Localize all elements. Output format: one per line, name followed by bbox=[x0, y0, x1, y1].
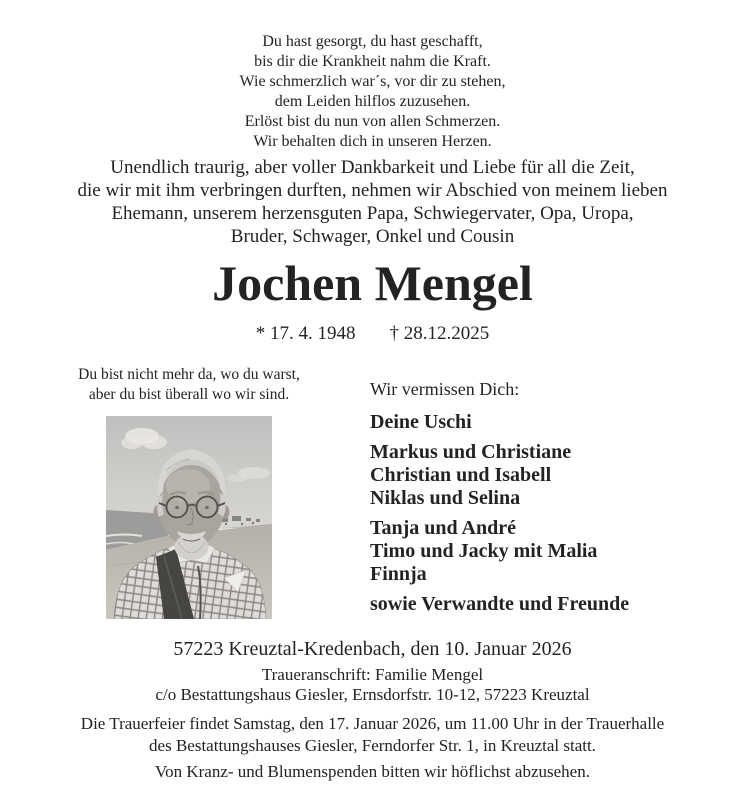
quote-line: Du bist nicht mehr da, wo du warst, bbox=[78, 366, 300, 383]
funeral-service-info bbox=[0, 713, 745, 756]
mourner-name: Markus und Christiane bbox=[370, 441, 572, 463]
service-line: Die Trauerfeier findet Samstag, den 17. Januar 2026, um 11.00 Uhr in der Trauerhalle bbox=[80, 714, 665, 733]
poem-line: dem Leiden hilflos zuzusehen. bbox=[274, 93, 471, 110]
mourner-name: Deine Uschi bbox=[370, 411, 472, 433]
mourner-group bbox=[370, 593, 629, 616]
memorial-photo bbox=[106, 416, 272, 619]
mourners-heading: Wir vermissen Dich: bbox=[370, 379, 520, 399]
footer-section bbox=[0, 638, 745, 782]
mourning-address bbox=[0, 665, 745, 705]
remembrance-quote bbox=[74, 365, 304, 404]
quote-line: aber du bist überall wo wir sind. bbox=[88, 385, 290, 403]
mourner-group bbox=[370, 441, 629, 510]
mourner-group bbox=[370, 411, 629, 434]
memorial-photo-image bbox=[106, 416, 272, 619]
photo-cloud bbox=[121, 437, 143, 449]
address-line: Traueranschrift: Familie Mengel bbox=[261, 665, 484, 684]
service-line: des Bestattungshauses Giesler, Ferndorfer Str. 1, in Kreuztal statt. bbox=[149, 735, 596, 755]
address-line: c/o Bestattungshaus Giesler, Ernsdorfstr. 10-12, 57223 Kreuztal bbox=[155, 685, 590, 704]
mourner-name: Timo und Jacky mit Malia bbox=[370, 540, 598, 562]
photo-column bbox=[74, 365, 304, 619]
photo-cloud bbox=[141, 435, 167, 449]
mourners-column bbox=[370, 365, 629, 619]
mourners-list bbox=[370, 411, 629, 616]
announcement-line: Ehemann, unserem herzensguten Papa, Schwiegervater, Opa, Uropa, bbox=[111, 203, 634, 224]
poem-line: bis dir die Krankheit nahm die Kraft. bbox=[254, 53, 491, 70]
mourner-name: sowie Verwandte und Freunde bbox=[370, 593, 630, 615]
mourner-name: Niklas und Selina bbox=[370, 487, 521, 509]
poem-line: Wie schmerzlich war´s, vor dir zu stehen, bbox=[239, 73, 506, 90]
announcement-line: Unendlich traurig, aber voller Dankbarkeit und Liebe für all die Zeit, bbox=[110, 157, 635, 178]
memorial-poem bbox=[0, 32, 745, 152]
mourner-group bbox=[370, 517, 629, 586]
mourner-name: Tanja und André bbox=[370, 517, 516, 539]
announcement-line: die wir mit ihm verbringen durften, nehmen wir Abschied von meinem lieben bbox=[77, 180, 668, 201]
poem-line: Du hast gesorgt, du hast geschafft, bbox=[262, 33, 483, 50]
poem-line: Erlöst bist du nun von allen Schmerzen. bbox=[244, 113, 501, 130]
life-dates bbox=[0, 322, 745, 345]
poem-line: Wir behalten dich in unseren Herzen. bbox=[253, 133, 492, 150]
donation-note: Von Kranz- und Blumenspenden bitten wir höflichst abzusehen. bbox=[155, 762, 590, 781]
middle-section bbox=[0, 365, 745, 619]
announcement-paragraph bbox=[0, 156, 745, 248]
birth-date: * 17. 4. 1948 bbox=[255, 323, 356, 344]
city-date-line: 57223 Kreuztal-Kredenbach, den 10. Januar 2026 bbox=[173, 638, 572, 660]
photo-cloud bbox=[227, 474, 247, 482]
mourner-name: Finnja bbox=[370, 563, 427, 585]
deceased-name: Jochen Mengel bbox=[212, 255, 533, 311]
announcement-line: Bruder, Schwager, Onkel und Cousin bbox=[230, 226, 515, 247]
death-date: † 28.12.2025 bbox=[389, 323, 490, 344]
mourner-name: Christian und Isabell bbox=[370, 464, 552, 486]
